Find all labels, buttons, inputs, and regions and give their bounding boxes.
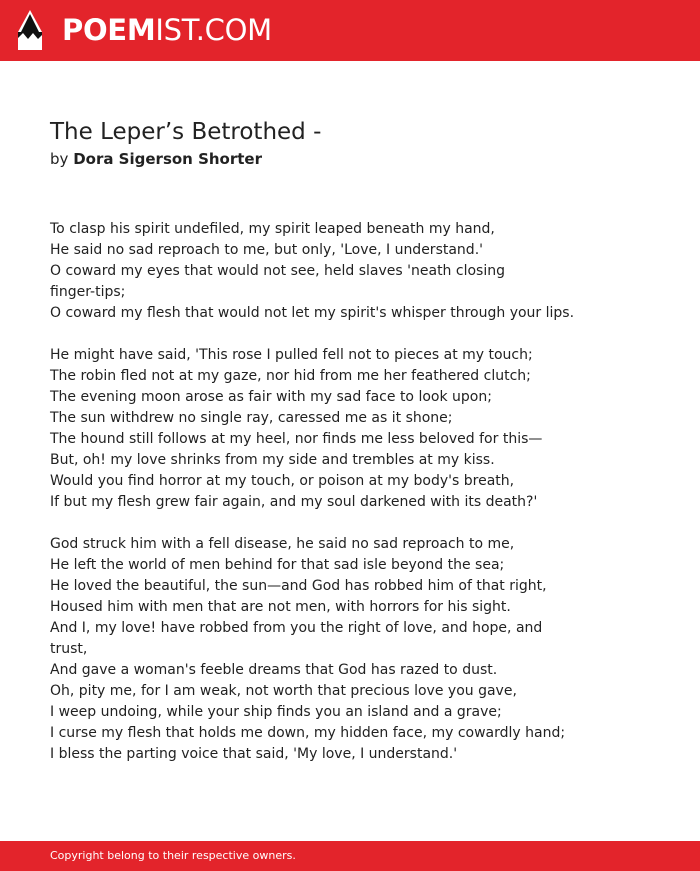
poem-line: He loved the beautiful, the sun—and God has robbed him of that right,	[50, 578, 547, 594]
stanza	[50, 534, 650, 765]
poem-line: I weep undoing, while your ship finds you an island and a grave;	[50, 704, 502, 720]
logo-bold-text: POEM	[62, 13, 156, 47]
poem-line: trust,	[50, 641, 88, 657]
poem-line: And I, my love! have robbed from you the right of love, and hope, and	[50, 620, 543, 636]
poem-line: He said no sad reproach to me, but only, 'Love, I understand.'	[50, 242, 483, 258]
byline	[50, 149, 262, 169]
poem-line: I bless the parting voice that said, 'My love, I understand.'	[50, 746, 458, 762]
poem-line: But, oh! my love shrinks from my side and trembles at my kiss.	[50, 452, 495, 468]
stanza	[50, 219, 650, 324]
site-header	[0, 0, 700, 61]
stanza-gap	[50, 513, 650, 534]
pencil-logo-icon	[17, 10, 43, 52]
poem-line: The evening moon arose as fair with my sad face to look upon;	[50, 389, 492, 405]
poem-line: Oh, pity me, for I am weak, not worth that precious love you gave,	[50, 683, 517, 699]
poem-line: If but my flesh grew fair again, and my soul darkened with its death?'	[50, 494, 538, 510]
author-name: Dora Sigerson Shorter	[73, 150, 262, 168]
poem-line: He might have said, 'This rose I pulled fell not to pieces at my touch;	[50, 347, 533, 363]
site-footer	[0, 841, 700, 871]
poem-line: O coward my flesh that would not let my spirit's whisper through your lips.	[50, 305, 575, 321]
poem-line: I curse my flesh that holds me down, my hidden face, my cowardly hand;	[50, 725, 566, 741]
copyright-notice: Copyright belong to their respective owners.	[50, 849, 296, 862]
byline-prefix: by	[50, 150, 69, 168]
poem-title: The Leper’s Betrothed -	[50, 119, 322, 145]
poem-line: Housed him with men that are not men, with horrors for his sight.	[50, 599, 511, 615]
poem-line: The sun withdrew no single ray, caressed me as it shone;	[50, 410, 453, 426]
site-logo[interactable]	[62, 12, 272, 48]
stanza	[50, 345, 650, 513]
poem-line: The hound still follows at my heel, nor finds me less beloved for this—	[50, 431, 543, 447]
poem-line: Would you find horror at my touch, or poison at my body's breath,	[50, 473, 515, 489]
poem-line: God struck him with a fell disease, he said no sad reproach to me,	[50, 536, 515, 552]
stanza-gap	[50, 324, 650, 345]
poem-line: He left the world of men behind for that sad isle beyond the sea;	[50, 557, 505, 573]
poem-line: And gave a woman's feeble dreams that God has razed to dust.	[50, 662, 498, 678]
poem-line: The robin fled not at my gaze, nor hid from me her feathered clutch;	[50, 368, 531, 384]
poem-body	[50, 219, 650, 765]
poem-line: finger-tips;	[50, 284, 126, 300]
logo-light-text: IST.COM	[155, 13, 272, 47]
poem-line: O coward my eyes that would not see, held slaves 'neath closing	[50, 263, 505, 279]
poem-line: To clasp his spirit undefiled, my spirit leaped beneath my hand,	[50, 221, 495, 237]
